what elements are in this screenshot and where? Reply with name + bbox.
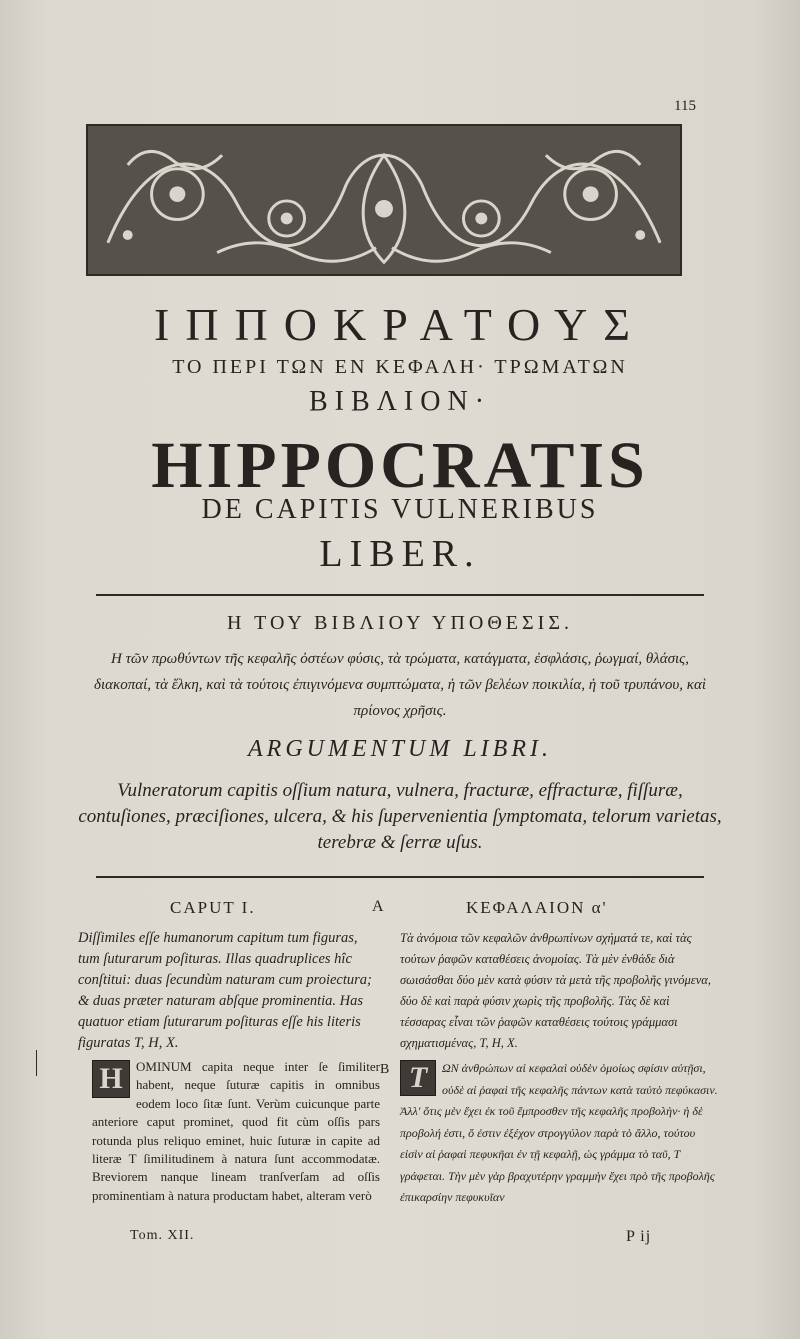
greek-subtitle: ΤΟ ΠΕΡΙ ΤΩΝ ΕΝ ΚΕΦΑΛΗ· ΤΡΩΜΑΤΩΝ <box>172 356 628 378</box>
bottom-divider <box>96 876 704 878</box>
margin-mark <box>36 1050 37 1076</box>
greek-decorated-initial: Τ <box>400 1060 436 1096</box>
latin-body-text <box>92 1058 380 1205</box>
latin-subtitle: DE CAPITIS VULNERIBUS <box>201 494 599 525</box>
latin-body-paragraph: capita neque inter ſe ſimiliter habent, neque ſuturæ capitis in omnibus eodem loco ſitæ ſunt. Verùm cuicunque parte anteriore caput prominet, quod fit cùm oſſis pars rotunda plus reliquo eminet, huic ſuturæ in capite ad literæ T ſimilitudinem à natura ſunt accommodatæ. Breviorem nanque lineam tranſverſam ad oſſis prominentiam à natura productam habet, alteram verò <box>92 1059 380 1203</box>
hypothesis-text: Η τῶν πρωθύντων τῆς κεφαλῆς ὀστέων φύσις, τὰ τρώματα, κατάγματα, ἐσφλάσις, ῥωγμαί, θλάσις, διακοπαί, τὰ ἕλκη, καὶ τὰ τούτοις ἐπιγινόμενα συμπτώματα, ἡ τῶν βελέων ποικιλία, ἡ τοῦ τρυπάνου, καὶ πρίονος χρῆσις. <box>93 651 707 719</box>
latin-book-title: LIBER. <box>319 533 481 575</box>
marginal-letter: B <box>380 1062 390 1077</box>
greek-chapter-summary: Τὰ ἀνόμοια τῶν κεφαλῶν ἀνθρωπίνων σχήματά τε, καὶ τὰς τούτων ῥαφῶν καταθέσεις ἀνομοίας. Τὰ μὲν ἐνθάδε διὰ σωισάσθαι δύο μὲν κατὰ φύσιν τὰ μετὰ τῆς προβολῆς γινόμενα, δύο δὲ καὶ παρὰ φύσιν χωρὶς τῆς προβολῆς. Τὰς δὲ καὶ τέσσαρας εἶναι τῶν ῥαφῶν καταθέσεις τούτοις γράμμασι σχηματισμένας, T, H, X. <box>400 931 711 1050</box>
hypothesis-title: Η ΤΟΥ ΒΙΒΛΙΟΥ ΥΠΟΘΕΣΙΣ. <box>227 612 573 634</box>
argumentum-title: ARGUMENTUM LIBRI. <box>248 736 552 762</box>
greek-chapter-heading: ΚΕΦΑΛΑΙΟΝ α' <box>466 898 608 917</box>
chapter-marker: A <box>372 898 384 915</box>
latin-chapter-heading: CAPUT I. <box>170 898 256 917</box>
latin-decorated-initial: H <box>92 1060 130 1098</box>
greek-body-paragraph: ΩΝ ἀνθρώπων αἱ κεφαλαὶ οὐδὲν ὁμοίως σφίσιν αὐτῇσι, οὐδὲ αἱ ῥαφαὶ τῆς κεφαλῆς πάντων κατὰ ταὐτὸ πεφύκασιν. Ἀλλ' ὅτις μὲν ἔχει ἐκ τοῦ ἔμπροσθεν τῆς κεφαλῆς προβολὴν· ἡ δὲ προβολή ἐστι, ὅ ἐστιν ἐξέχον στρογγύλον παρὰ τὸ ἄλλο, τούτου εἰσὶν αἱ ῥαφαὶ πεφυκῆαι ἐν τῇ κεφαλῇ, ὡς γράμμα τὸ ταῦ, T γράφεται. Τὴν μὲν γὰρ βραχυτέρην γραμμὴν ἔχει πρὸ τῆς προβολῆς ἐπικαρσίην πεφυκυῖαν <box>400 1061 718 1204</box>
floral-headpiece-icon <box>86 124 682 276</box>
top-divider <box>96 594 704 596</box>
greek-author-title: ΙΠΠΟΚΡΑΤΟΥΣ <box>154 299 646 350</box>
latin-initial-word: OMINUM <box>136 1059 192 1074</box>
latin-chapter-summary: Diſſimiles eſſe humanorum capitum tum figuras, tum ſuturarum poſituras. Illas quadruplices hîc conſtitui: duas ſecundùm naturam cum proiectura; & duas præter naturam abſque prominentia. Has quatuor etiam ſuturarum poſituras eſſe his literis figuratas T, H, X. <box>78 930 372 1051</box>
greek-body-text <box>400 1058 718 1209</box>
greek-book-title: ΒΙΒΛΙΟΝ· <box>308 386 492 417</box>
folio-signature: P ij <box>626 1228 652 1245</box>
latin-author-title: HIPPOCRATIS <box>151 429 649 502</box>
page-number: 115 <box>674 98 696 114</box>
volume-signature: Tom. XII. <box>130 1228 195 1243</box>
argumentum-text: Vulneratorum capitis oſſium natura, vulnera, fracturæ, effracturæ, fiſſuræ, contuſiones, præciſiones, ulcera, & his ſupervenientia ſymptomata, telorum varietas, terebræ & ſerræ uſus. <box>78 780 722 853</box>
